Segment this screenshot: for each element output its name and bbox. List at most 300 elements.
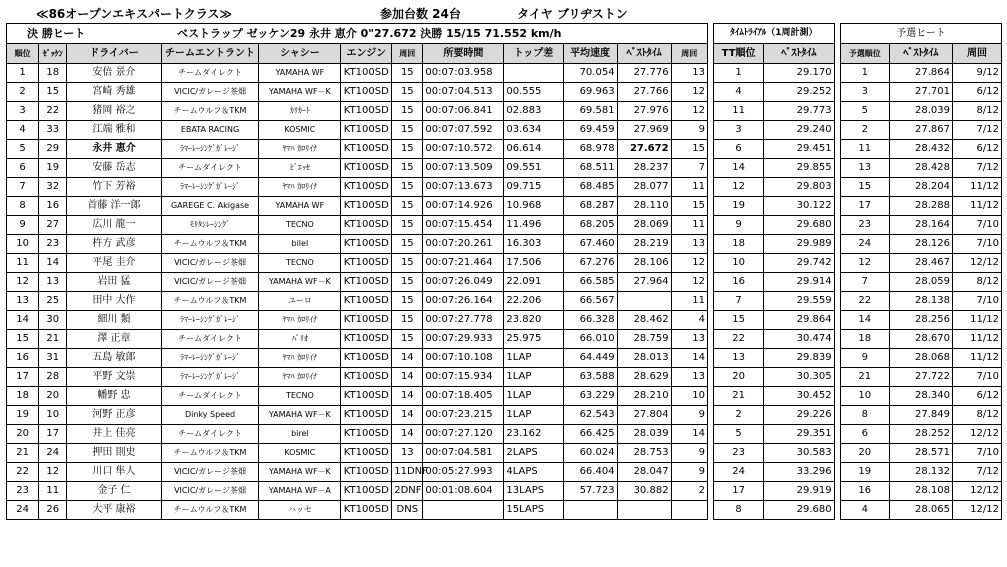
cell-chassis: YAMAHA WF－A	[259, 482, 341, 501]
cell-heat-lap: 8/12	[953, 406, 1002, 425]
cell-tt-best: 29.773	[764, 102, 835, 121]
cell-gap: 1LAP	[504, 349, 563, 368]
cell-tt-rank: 15	[714, 311, 764, 330]
cell-heat-lap: 7/12	[953, 463, 1002, 482]
cell-team: ﾗﾏｰﾚｰｼﾝｸﾞｶﾞﾚｰｼﾞ	[161, 178, 259, 197]
cell-avg-speed: 68.511	[563, 159, 617, 178]
best-lap-text: ベストラップ ゼッケン29 永井 恵介 0"27.672 決勝 15/15 71.552 km/h	[177, 27, 562, 40]
tire-brand: タイヤ ブリヂストン	[517, 7, 628, 21]
cell-total-time: 00:07:18.405	[423, 387, 504, 406]
table-row	[7, 64, 1002, 83]
cell-best-lap: 10	[671, 387, 707, 406]
cell-avg-speed: 62.543	[563, 406, 617, 425]
cell-heat-best: 28.059	[889, 273, 952, 292]
cell-best-time: 27.776	[617, 64, 671, 83]
cell-heat-lap: 11/12	[953, 311, 1002, 330]
cell-total-time: 00:07:10.108	[423, 349, 504, 368]
cell-chassis: ユーロ	[259, 292, 341, 311]
cell-number: 12	[39, 463, 67, 482]
cell-driver: 竹下 芳裕	[67, 178, 162, 197]
cell-driver: 田中 大作	[67, 292, 162, 311]
table-row	[7, 292, 1002, 311]
cell-avg-speed: 68.205	[563, 216, 617, 235]
cell-position: 4	[7, 121, 39, 140]
cell-best-time: 28.237	[617, 159, 671, 178]
hdr-avg-speed: 平均速度	[563, 44, 617, 64]
cell-avg-speed: 63.588	[563, 368, 617, 387]
cell-driver: 永井 恵介	[67, 140, 162, 159]
table-row	[7, 254, 1002, 273]
cell-position: 21	[7, 444, 39, 463]
cell-engine: KT100SD	[341, 254, 392, 273]
cell-avg-speed: 66.404	[563, 463, 617, 482]
cell-heat-lap: 6/12	[953, 83, 1002, 102]
cell-heat-lap: 11/12	[953, 330, 1002, 349]
cell-laps: 15	[392, 330, 423, 349]
cell-avg-speed: 66.010	[563, 330, 617, 349]
cell-best-time: 28.753	[617, 444, 671, 463]
cell-number: 25	[39, 292, 67, 311]
race-label: 決 勝ヒート	[27, 27, 86, 40]
cell-heat-rank: 2	[840, 121, 889, 140]
cell-best-time: 27.969	[617, 121, 671, 140]
cell-tt-rank: 3	[714, 121, 764, 140]
cell-chassis: bilel	[259, 235, 341, 254]
cell-number: 14	[39, 254, 67, 273]
cell-engine: KT100SD	[341, 197, 392, 216]
cell-total-time: 00:07:10.572	[423, 140, 504, 159]
cell-best-time: 28.759	[617, 330, 671, 349]
cell-position: 13	[7, 292, 39, 311]
cell-heat-lap: 7/10	[953, 216, 1002, 235]
cell-number: 27	[39, 216, 67, 235]
cell-tt-best: 29.351	[764, 425, 835, 444]
cell-gap: 13LAPS	[504, 482, 563, 501]
cell-number: 19	[39, 159, 67, 178]
cell-number: 26	[39, 501, 67, 520]
cell-best-lap: 12	[671, 273, 707, 292]
cell-heat-best: 28.432	[889, 140, 952, 159]
cell-gap: 15LAPS	[504, 501, 563, 520]
hdr-driver: ドライバー	[67, 44, 162, 64]
table-row	[7, 444, 1002, 463]
hdr-number: ｾﾞｯｹﾝ	[39, 44, 67, 64]
cell-laps: 15	[392, 254, 423, 273]
cell-heat-lap: 8/12	[953, 102, 1002, 121]
cell-team: VICIC/ガレージ茶畑	[161, 463, 259, 482]
cell-best-time: 28.077	[617, 178, 671, 197]
cell-best-time: 28.210	[617, 387, 671, 406]
cell-position: 3	[7, 102, 39, 121]
cell-avg-speed: 57.723	[563, 482, 617, 501]
cell-heat-rank: 24	[840, 235, 889, 254]
cell-tt-best: 30.583	[764, 444, 835, 463]
cell-avg-speed: 67.460	[563, 235, 617, 254]
table-row	[7, 330, 1002, 349]
cell-number: 10	[39, 406, 67, 425]
cell-position: 11	[7, 254, 39, 273]
cell-number: 15	[39, 83, 67, 102]
cell-driver: 澤 正章	[67, 330, 162, 349]
cell-avg-speed: 68.485	[563, 178, 617, 197]
cell-best-time: 30.882	[617, 482, 671, 501]
cell-driver: 大平 康裕	[67, 501, 162, 520]
class-name: ≪86オープンエキスパートクラス≫	[36, 7, 232, 21]
cell-chassis: ﾔﾏﾊ ｶﾛﾘｲﾅ	[259, 311, 341, 330]
cell-heat-best: 27.722	[889, 368, 952, 387]
cell-heat-rank: 5	[840, 102, 889, 121]
cell-best-lap: 13	[671, 368, 707, 387]
cell-heat-rank: 4	[840, 501, 889, 520]
cell-team: VICIC/ガレージ茶畑	[161, 83, 259, 102]
cell-tt-best: 29.855	[764, 159, 835, 178]
cell-engine: KT100SD	[341, 102, 392, 121]
cell-position: 23	[7, 482, 39, 501]
table-row	[7, 83, 1002, 102]
cell-heat-rank: 20	[840, 444, 889, 463]
cell-total-time: 00:07:03.958	[423, 64, 504, 83]
cell-heat-rank: 16	[840, 482, 889, 501]
cell-tt-rank: 12	[714, 178, 764, 197]
cell-tt-best: 30.305	[764, 368, 835, 387]
cell-best-lap: 9	[671, 463, 707, 482]
cell-team: ﾗﾏｰﾚｰｼﾝｸﾞｶﾞﾚｰｼﾞ	[161, 140, 259, 159]
cell-engine: KT100SD	[341, 292, 392, 311]
cell-number: 29	[39, 140, 67, 159]
table-row	[7, 216, 1002, 235]
hdr-gap: トップ差	[504, 44, 563, 64]
cell-laps: 14	[392, 425, 423, 444]
cell-best-time	[617, 292, 671, 311]
table-row	[7, 425, 1002, 444]
cell-heat-lap: 7/12	[953, 121, 1002, 140]
cell-heat-rank: 6	[840, 425, 889, 444]
cell-total-time	[423, 501, 504, 520]
cell-engine: KT100SD	[341, 444, 392, 463]
table-row	[7, 197, 1002, 216]
cell-driver: 押田 則史	[67, 444, 162, 463]
cell-tt-rank: 22	[714, 330, 764, 349]
cell-laps: 15	[392, 102, 423, 121]
cell-number: 17	[39, 425, 67, 444]
cell-tt-best: 29.989	[764, 235, 835, 254]
table-row	[7, 121, 1002, 140]
cell-gap: 00.555	[504, 83, 563, 102]
heat-label: 予選ヒート	[840, 24, 1001, 44]
results-table	[6, 23, 1002, 520]
cell-best-lap: 4	[671, 311, 707, 330]
cell-number: 13	[39, 273, 67, 292]
cell-tt-best: 29.170	[764, 64, 835, 83]
cell-total-time: 00:07:23.215	[423, 406, 504, 425]
cell-driver: 川口 隼人	[67, 463, 162, 482]
cell-tt-best: 29.864	[764, 311, 835, 330]
cell-gap: 10.968	[504, 197, 563, 216]
cell-chassis: TECNO	[259, 254, 341, 273]
cell-gap: 4LAPS	[504, 463, 563, 482]
cell-best-lap: 13	[671, 330, 707, 349]
cell-laps: 15	[392, 197, 423, 216]
cell-number: 33	[39, 121, 67, 140]
cell-driver: 安倍 景介	[67, 64, 162, 83]
cell-laps: 15	[392, 292, 423, 311]
cell-gap: 09.551	[504, 159, 563, 178]
cell-total-time: 00:05:27.993	[423, 463, 504, 482]
cell-chassis: ﾔﾏﾊ ｶﾛﾘｲﾅ	[259, 368, 341, 387]
cell-position: 15	[7, 330, 39, 349]
cell-heat-best: 28.467	[889, 254, 952, 273]
hdr-heat-best: ﾍﾞｽﾄﾀｲﾑ	[889, 44, 952, 64]
table-row	[7, 368, 1002, 387]
cell-tt-rank: 6	[714, 140, 764, 159]
cell-heat-best: 28.571	[889, 444, 952, 463]
cell-gap: 09.715	[504, 178, 563, 197]
cell-position: 10	[7, 235, 39, 254]
hdr-team: チームエントラント	[161, 44, 259, 64]
cell-laps: 15	[392, 140, 423, 159]
cell-engine: KT100SD	[341, 311, 392, 330]
cell-heat-best: 28.670	[889, 330, 952, 349]
cell-best-time: 28.219	[617, 235, 671, 254]
cell-best-time: 28.039	[617, 425, 671, 444]
cell-heat-lap: 7/10	[953, 368, 1002, 387]
cell-heat-lap: 8/12	[953, 273, 1002, 292]
cell-tt-rank: 1	[714, 64, 764, 83]
cell-heat-lap: 6/12	[953, 387, 1002, 406]
cell-best-time: 28.462	[617, 311, 671, 330]
cell-team: チームダイレクト	[161, 64, 259, 83]
cell-laps: 15	[392, 83, 423, 102]
cell-heat-best: 28.428	[889, 159, 952, 178]
table-row	[7, 406, 1002, 425]
cell-heat-rank: 3	[840, 83, 889, 102]
cell-tt-rank: 23	[714, 444, 764, 463]
cell-number: 18	[39, 64, 67, 83]
cell-tt-rank: 13	[714, 349, 764, 368]
cell-number: 21	[39, 330, 67, 349]
cell-avg-speed	[563, 501, 617, 520]
cell-heat-best: 28.164	[889, 216, 952, 235]
cell-tt-best: 29.559	[764, 292, 835, 311]
cell-chassis: YAMAHA WF－K	[259, 463, 341, 482]
cell-driver: 金子 仁	[67, 482, 162, 501]
cell-tt-rank: 24	[714, 463, 764, 482]
hdr-heat-lap: 周回	[953, 44, 1002, 64]
cell-chassis: ﾔﾏﾊ ｶﾛﾘｲﾅ	[259, 140, 341, 159]
cell-driver: 杵方 武彦	[67, 235, 162, 254]
cell-total-time: 00:07:27.778	[423, 311, 504, 330]
cell-avg-speed: 66.328	[563, 311, 617, 330]
table-row	[7, 159, 1002, 178]
cell-tt-rank: 5	[714, 425, 764, 444]
cell-tt-best: 29.742	[764, 254, 835, 273]
cell-laps: 14	[392, 387, 423, 406]
cell-engine: KT100SD	[341, 83, 392, 102]
cell-laps: 14	[392, 368, 423, 387]
cell-heat-lap: 7/10	[953, 235, 1002, 254]
cell-heat-lap: 9/12	[953, 64, 1002, 83]
cell-position: 22	[7, 463, 39, 482]
cell-chassis: ﾊﾟﾘｵ	[259, 330, 341, 349]
cell-engine: KT100SD	[341, 235, 392, 254]
cell-chassis: birel	[259, 425, 341, 444]
cell-team: チームダイレクト	[161, 159, 259, 178]
cell-tt-rank: 20	[714, 368, 764, 387]
cell-gap: 22.091	[504, 273, 563, 292]
cell-gap: 22.206	[504, 292, 563, 311]
cell-team: EBATA RACING	[161, 121, 259, 140]
hdr-best-time: ﾍﾞｽﾄﾀｲﾑ	[617, 44, 671, 64]
cell-total-time: 00:07:13.673	[423, 178, 504, 197]
cell-laps: DNS	[392, 501, 423, 520]
cell-best-time: 27.766	[617, 83, 671, 102]
cell-engine: KT100SD	[341, 463, 392, 482]
cell-number: 16	[39, 197, 67, 216]
cell-heat-lap: 11/12	[953, 178, 1002, 197]
cell-best-lap: 15	[671, 197, 707, 216]
cell-team: GAREGE C. Akigase	[161, 197, 259, 216]
cell-gap: 11.496	[504, 216, 563, 235]
cell-heat-rank: 13	[840, 159, 889, 178]
cell-heat-lap: 7/12	[953, 159, 1002, 178]
cell-heat-rank: 23	[840, 216, 889, 235]
cell-heat-rank: 14	[840, 311, 889, 330]
cell-driver: 井上 佳亮	[67, 425, 162, 444]
cell-heat-lap: 12/12	[953, 254, 1002, 273]
cell-position: 12	[7, 273, 39, 292]
cell-chassis: KOSMIC	[259, 121, 341, 140]
cell-position: 14	[7, 311, 39, 330]
cell-team: VICIC/ガレージ茶畑	[161, 254, 259, 273]
cell-laps: 15	[392, 159, 423, 178]
cell-number: 24	[39, 444, 67, 463]
cell-position: 5	[7, 140, 39, 159]
cell-heat-lap: 11/12	[953, 349, 1002, 368]
hdr-tt-rank: TT順位	[714, 44, 764, 64]
cell-heat-best: 28.039	[889, 102, 952, 121]
cell-best-time	[617, 501, 671, 520]
cell-tt-rank: 17	[714, 482, 764, 501]
cell-engine: KT100SD	[341, 330, 392, 349]
hdr-tt-best: ﾍﾞｽﾄﾀｲﾑ	[764, 44, 835, 64]
cell-avg-speed: 66.567	[563, 292, 617, 311]
cell-best-lap: 12	[671, 83, 707, 102]
cell-tt-rank: 9	[714, 216, 764, 235]
cell-position: 7	[7, 178, 39, 197]
cell-heat-best: 28.204	[889, 178, 952, 197]
cell-laps: 15	[392, 178, 423, 197]
cell-chassis: YAMAHA WF－K	[259, 273, 341, 292]
table-row	[7, 501, 1002, 520]
cell-position: 24	[7, 501, 39, 520]
cell-laps: 13	[392, 444, 423, 463]
table-row	[7, 140, 1002, 159]
cell-heat-best: 27.864	[889, 64, 952, 83]
table-row	[7, 463, 1002, 482]
cell-team: VICIC/ガレージ茶畑	[161, 273, 259, 292]
tt-label: ﾀｲﾑﾄﾗｲｱﾙ（1周計測）	[714, 24, 834, 44]
cell-chassis: YAMAHA WF	[259, 64, 341, 83]
cell-position: 18	[7, 387, 39, 406]
cell-heat-best: 28.108	[889, 482, 952, 501]
cell-heat-rank: 11	[840, 140, 889, 159]
cell-engine: KT100SD	[341, 64, 392, 83]
cell-driver: 首藤 洋一郎	[67, 197, 162, 216]
cell-gap: 06.614	[504, 140, 563, 159]
cell-number: 31	[39, 349, 67, 368]
cell-heat-best: 28.138	[889, 292, 952, 311]
cell-engine: KT100SD	[341, 501, 392, 520]
cell-best-lap: 9	[671, 406, 707, 425]
cell-gap: 25.975	[504, 330, 563, 349]
table-row	[7, 178, 1002, 197]
cell-heat-lap: 7/10	[953, 292, 1002, 311]
cell-heat-rank: 15	[840, 178, 889, 197]
table-row	[7, 273, 1002, 292]
cell-heat-rank: 21	[840, 368, 889, 387]
table-row	[7, 311, 1002, 330]
title-bar	[0, 3, 1007, 21]
cell-laps: 11DNF	[392, 463, 423, 482]
cell-heat-rank: 7	[840, 273, 889, 292]
cell-gap: 1LAP	[504, 406, 563, 425]
cell-tt-best: 29.252	[764, 83, 835, 102]
cell-driver: 猪岡 裕之	[67, 102, 162, 121]
hdr-total-time: 所要時間	[423, 44, 504, 64]
cell-heat-rank: 19	[840, 463, 889, 482]
cell-tt-rank: 8	[714, 501, 764, 520]
cell-engine: KT100SD	[341, 121, 392, 140]
cell-gap: 17.506	[504, 254, 563, 273]
cell-driver: 幡野 忠	[67, 387, 162, 406]
cell-total-time: 00:07:04.581	[423, 444, 504, 463]
cell-best-lap: 11	[671, 178, 707, 197]
cell-engine: KT100SD	[341, 482, 392, 501]
cell-total-time: 00:07:20.261	[423, 235, 504, 254]
cell-heat-rank: 8	[840, 406, 889, 425]
cell-avg-speed: 70.054	[563, 64, 617, 83]
cell-tt-best: 29.680	[764, 501, 835, 520]
cell-avg-speed: 68.978	[563, 140, 617, 159]
cell-heat-lap: 6/12	[953, 140, 1002, 159]
cell-driver: 河野 正彦	[67, 406, 162, 425]
cell-heat-best: 28.126	[889, 235, 952, 254]
cell-tt-rank: 14	[714, 159, 764, 178]
cell-total-time: 00:07:15.934	[423, 368, 504, 387]
cell-tt-best: 29.451	[764, 140, 835, 159]
cell-total-time: 00:07:26.049	[423, 273, 504, 292]
cell-team: ﾗﾏｰﾚｰｼﾝｸﾞｶﾞﾚｰｼﾞ	[161, 349, 259, 368]
cell-engine: KT100SD	[341, 178, 392, 197]
cell-gap: 23.162	[504, 425, 563, 444]
cell-team: チームダイレクト	[161, 425, 259, 444]
cell-driver: 江端 雅和	[67, 121, 162, 140]
cell-chassis: YAMAHA WF－K	[259, 83, 341, 102]
cell-chassis: TECNO	[259, 387, 341, 406]
cell-best-time: 27.804	[617, 406, 671, 425]
info-row	[7, 24, 1002, 44]
cell-gap: 1LAP	[504, 387, 563, 406]
cell-best-lap: 7	[671, 159, 707, 178]
cell-gap: 03.634	[504, 121, 563, 140]
cell-laps: 15	[392, 235, 423, 254]
cell-engine: KT100SD	[341, 216, 392, 235]
cell-gap: 23.820	[504, 311, 563, 330]
cell-tt-rank: 16	[714, 273, 764, 292]
cell-tt-rank: 2	[714, 406, 764, 425]
cell-number: 11	[39, 482, 67, 501]
cell-position: 19	[7, 406, 39, 425]
